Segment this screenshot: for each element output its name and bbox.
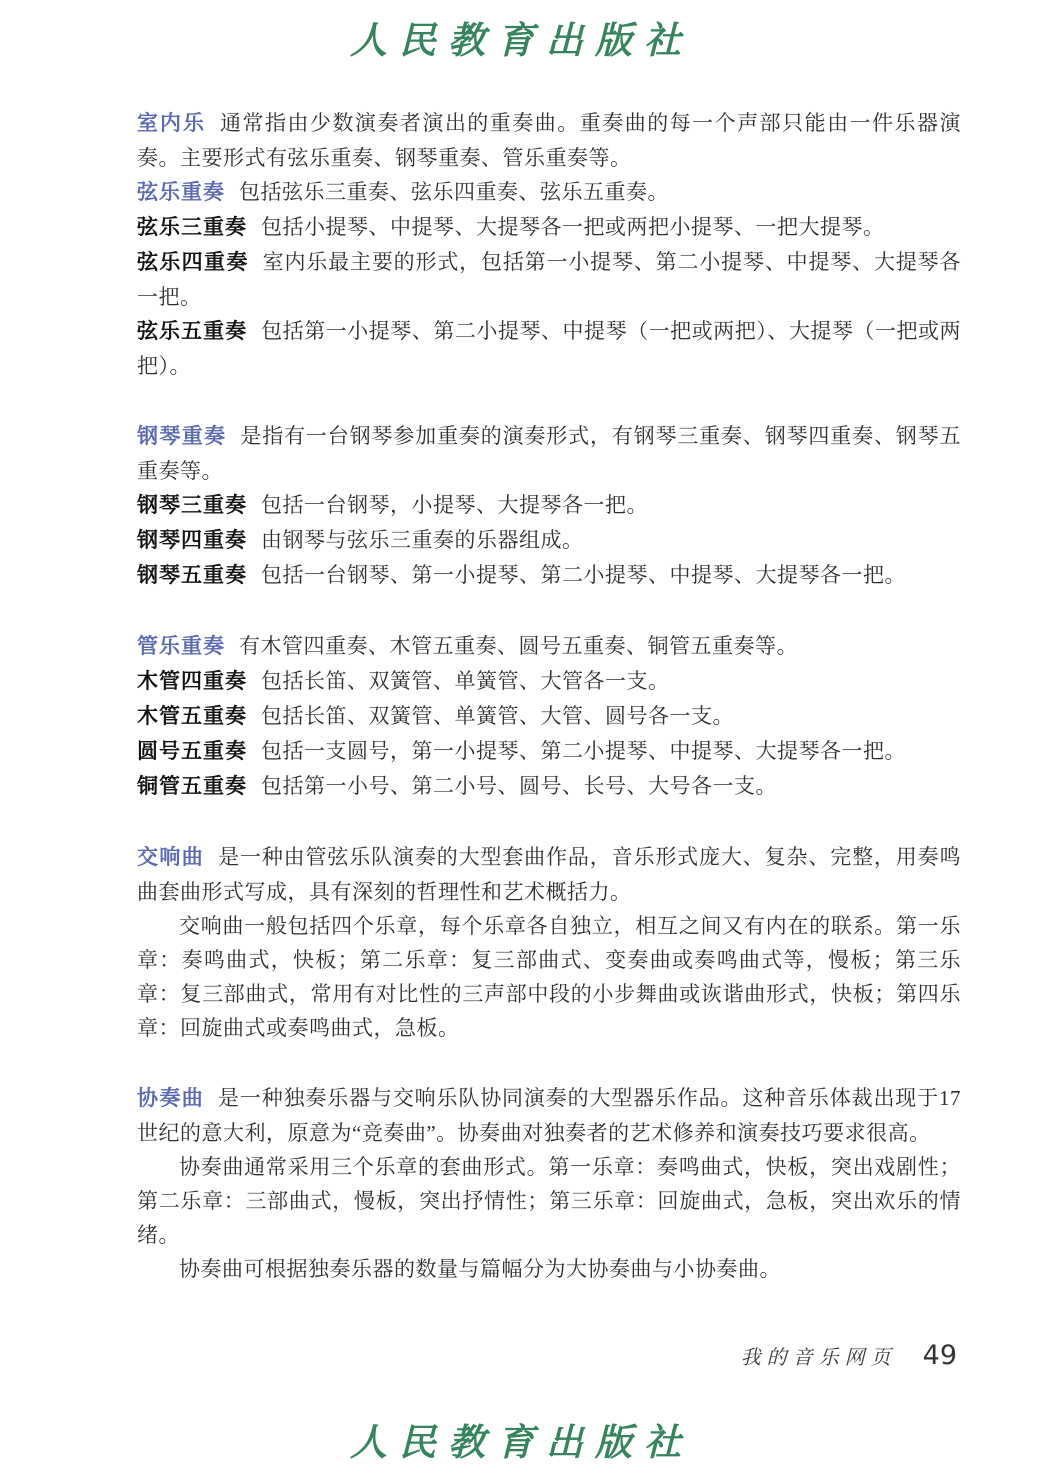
definition-entry bbox=[137, 210, 961, 245]
term-label: 钢琴重奏 bbox=[137, 425, 227, 448]
definition-text: 是指有一台钢琴参加重奏的演奏形式，有钢琴三重奏、钢琴四重奏、钢琴五重奏等。 bbox=[137, 424, 961, 483]
body-paragraph: 协奏曲通常采用三个乐章的套曲形式。第一乐章：奏鸣曲式，快板，突出戏剧性；第二乐章：三部曲式，慢板，突出抒情性；第三乐章：回旋曲式，急板，突出欢乐的情绪。 bbox=[137, 1155, 961, 1247]
definition-text: 包括长笛、双簧管、单簧管、大管、圆号各一支。 bbox=[261, 704, 734, 728]
definition-entry bbox=[137, 699, 961, 734]
definitions bbox=[137, 106, 961, 1286]
term-label: 协奏曲 bbox=[137, 1087, 205, 1110]
term-label: 钢琴四重奏 bbox=[137, 529, 247, 552]
definition-entry bbox=[137, 314, 961, 383]
body-paragraph: 交响曲一般包括四个乐章，每个乐章各自独立，相互之间又有内在的联系。第一乐章：奏鸣曲式，快板；第二乐章：复三部曲式、变奏曲或奏鸣曲式等，慢板；第三乐章：复三部曲式，常用有对比性的三声部中段的小步舞曲或诙谐曲形式，快板；第四乐章：回旋曲式或奏鸣曲式，急板。 bbox=[137, 914, 961, 1040]
term-label: 弦乐五重奏 bbox=[137, 320, 248, 343]
section-piano-ensemble bbox=[137, 419, 961, 593]
definition-entry bbox=[137, 629, 961, 664]
term-label: 圆号五重奏 bbox=[137, 740, 247, 763]
definition-text: 通常指由少数演奏者演出的重奏曲。重奏曲的每一个声部只能由一件乐器演奏。主要形式有弦乐重奏、钢琴重奏、管乐重奏等。 bbox=[137, 111, 962, 170]
term-label: 木管四重奏 bbox=[137, 670, 247, 693]
term-label: 钢琴五重奏 bbox=[137, 564, 247, 587]
definition-text: 室内乐最主要的形式，包括第一小提琴、第二小提琴、中提琴、大提琴各一把。 bbox=[137, 250, 962, 309]
footer-page-number: 49 bbox=[922, 1340, 957, 1371]
section-concerto bbox=[137, 1081, 961, 1286]
term-label: 弦乐三重奏 bbox=[137, 216, 247, 239]
definition-text: 包括一台钢琴，小提琴、大提琴各一把。 bbox=[261, 493, 648, 517]
definition-text: 有木管四重奏、木管五重奏、圆号五重奏、铜管五重奏等。 bbox=[239, 634, 798, 658]
definition-entry bbox=[137, 419, 961, 488]
definition-text: 由钢琴与弦乐三重奏的乐器组成。 bbox=[261, 528, 584, 552]
term-label: 木管五重奏 bbox=[137, 705, 247, 728]
section-chamber-music bbox=[137, 106, 961, 383]
term-label: 管乐重奏 bbox=[137, 635, 225, 658]
definition-entry bbox=[137, 1081, 961, 1150]
definition-entry bbox=[137, 245, 961, 314]
definition-text: 包括第一小号、第二小号、圆号、长号、大号各一支。 bbox=[261, 774, 777, 798]
footer-book-title: 我的音乐网页 bbox=[740, 1345, 897, 1369]
definition-entry bbox=[137, 523, 961, 558]
definition-text: 包括第一小提琴、第二小提琴、中提琴（一把或两把）、大提琴（一把或两把）。 bbox=[137, 319, 962, 378]
term-label: 铜管五重奏 bbox=[137, 775, 247, 798]
publisher-logo-bottom: 人民教育出版社 bbox=[350, 1420, 693, 1464]
section-wind-ensemble bbox=[137, 629, 961, 804]
term-label: 钢琴三重奏 bbox=[137, 494, 247, 517]
definition-entry bbox=[137, 175, 961, 210]
definition-entry bbox=[137, 558, 961, 593]
definition-text: 包括小提琴、中提琴、大提琴各一把或两把小提琴、一把大提琴。 bbox=[261, 215, 885, 239]
definition-text: 包括长笛、双簧管、单簧管、大管各一支。 bbox=[261, 669, 670, 693]
definition-entry bbox=[137, 840, 961, 909]
term-label: 室内乐 bbox=[137, 112, 206, 135]
term-label: 弦乐重奏 bbox=[137, 181, 225, 204]
definition-text: 是一种由管弦乐队演奏的大型套曲作品，音乐形式庞大、复杂、完整，用奏鸣曲套曲形式写成，具有深刻的哲理性和艺术概括力。 bbox=[137, 845, 962, 904]
body-paragraph: 协奏曲可根据独奏乐器的数量与篇幅分为大协奏曲与小协奏曲。 bbox=[179, 1257, 781, 1281]
publisher-logo-top: 人民教育出版社 bbox=[350, 18, 693, 62]
section-symphony bbox=[137, 840, 961, 1045]
definition-entry bbox=[137, 734, 961, 769]
term-label: 弦乐四重奏 bbox=[137, 251, 249, 274]
definition-entry bbox=[137, 769, 961, 804]
definition-entry bbox=[137, 106, 961, 175]
definition-text: 包括一台钢琴、第一小提琴、第二小提琴、中提琴、大提琴各一把。 bbox=[261, 563, 906, 587]
definition-entry bbox=[137, 488, 961, 523]
term-label: 交响曲 bbox=[137, 846, 205, 869]
definition-entry bbox=[137, 664, 961, 699]
definition-text: 是一种独奏乐器与交响乐队协同演奏的大型器乐作品。这种音乐体裁出现于17世纪的意大利，原意为“竞奏曲”。协奏曲对独奏者的艺术修养和演奏技巧要求很高。 bbox=[137, 1086, 962, 1145]
definition-text: 包括一支圆号，第一小提琴、第二小提琴、中提琴、大提琴各一把。 bbox=[261, 739, 906, 763]
definition-text: 包括弦乐三重奏、弦乐四重奏、弦乐五重奏。 bbox=[239, 180, 669, 204]
page-footer bbox=[741, 1340, 957, 1371]
